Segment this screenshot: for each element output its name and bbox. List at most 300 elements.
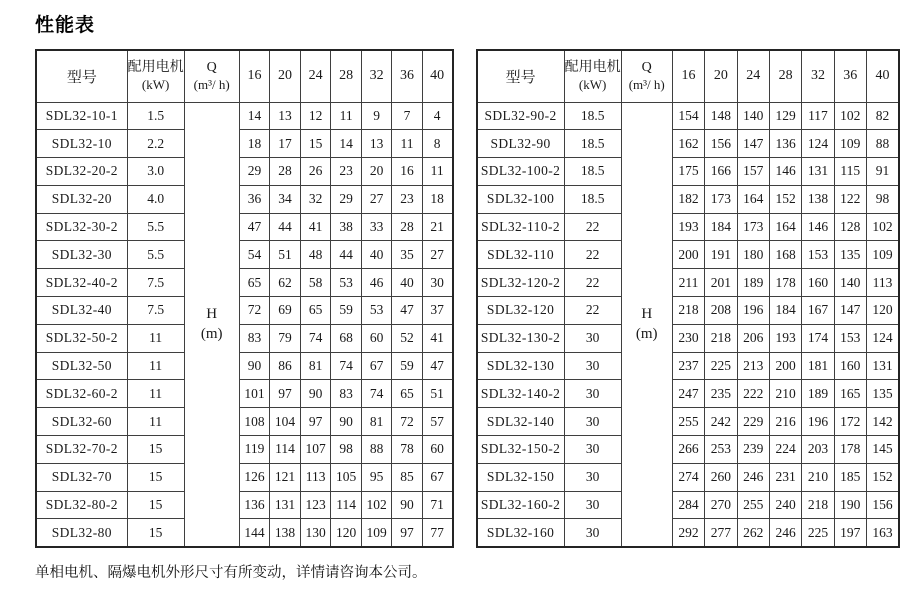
motor-power-cell: 22: [564, 213, 621, 241]
head-value-cell: 102: [361, 491, 392, 519]
head-value-cell: 13: [361, 130, 392, 158]
head-value-cell: 160: [834, 352, 866, 380]
head-value-cell: 59: [392, 352, 422, 380]
table-row: [36, 130, 453, 158]
col-header-flow-unit: (m³/ h): [628, 76, 665, 92]
head-value-cell: 242: [705, 408, 737, 436]
table-row: [477, 185, 899, 213]
head-value-cell: 120: [866, 297, 899, 325]
model-cell: SDL32-40-2: [36, 269, 127, 297]
head-value-cell: 120: [331, 519, 362, 547]
head-value-cell: 115: [834, 158, 866, 186]
table-row: [36, 213, 453, 241]
head-value-cell: 167: [802, 297, 834, 325]
head-value-cell: 210: [802, 463, 834, 491]
performance-table-right: [476, 49, 900, 548]
flow-value-header: 36: [392, 50, 422, 102]
motor-power-cell: 11: [127, 380, 184, 408]
head-value-cell: 146: [769, 158, 801, 186]
head-value-cell: 114: [270, 436, 301, 464]
head-value-cell: 131: [802, 158, 834, 186]
header-row: [36, 50, 453, 102]
head-value-cell: 26: [300, 158, 331, 186]
head-value-cell: 184: [705, 213, 737, 241]
head-unit: (m): [200, 326, 223, 343]
head-value-cell: 20: [361, 158, 392, 186]
model-cell: SDL32-50: [36, 352, 127, 380]
head-value-cell: 140: [737, 102, 769, 130]
head-value-cell: 74: [361, 380, 392, 408]
head-unit-cell: [621, 102, 672, 547]
head-value-cell: 67: [422, 463, 452, 491]
model-cell: SDL32-10-1: [36, 102, 127, 130]
head-value-cell: 12: [300, 102, 331, 130]
head-value-cell: 74: [331, 352, 362, 380]
head-value-cell: 189: [802, 380, 834, 408]
model-cell: SDL32-30-2: [36, 213, 127, 241]
head-value-cell: 131: [866, 352, 899, 380]
head-value-cell: 40: [361, 241, 392, 269]
motor-power-cell: 30: [564, 408, 621, 436]
head-value-cell: 90: [392, 491, 422, 519]
head-value-cell: 147: [834, 297, 866, 325]
head-value-cell: 30: [422, 269, 452, 297]
motor-power-cell: 30: [564, 463, 621, 491]
head-value-cell: 200: [672, 241, 704, 269]
table-body-left: [36, 102, 453, 547]
head-value-cell: 51: [422, 380, 452, 408]
head-value-cell: 102: [834, 102, 866, 130]
head-value-cell: 60: [422, 436, 452, 464]
table-row: [477, 491, 899, 519]
head-value-cell: 58: [300, 269, 331, 297]
model-cell: SDL32-150-2: [477, 436, 565, 464]
head-value-cell: 157: [737, 158, 769, 186]
head-value-cell: 246: [737, 463, 769, 491]
motor-power-cell: 2.2: [127, 130, 184, 158]
head-label: H: [641, 305, 653, 322]
head-value-cell: 119: [239, 436, 270, 464]
flow-value-header: 28: [331, 50, 362, 102]
motor-power-cell: 15: [127, 519, 184, 547]
flow-value-header: 36: [834, 50, 866, 102]
head-value-cell: 83: [331, 380, 362, 408]
head-value-cell: 185: [834, 463, 866, 491]
head-value-cell: 255: [737, 491, 769, 519]
head-value-cell: 98: [331, 436, 362, 464]
head-value-cell: 135: [834, 241, 866, 269]
head-value-cell: 284: [672, 491, 704, 519]
head-value-cell: 28: [270, 158, 301, 186]
table-row: [36, 519, 453, 547]
head-value-cell: 230: [672, 324, 704, 352]
head-value-cell: 237: [672, 352, 704, 380]
head-value-cell: 163: [866, 519, 899, 547]
head-value-cell: 148: [705, 102, 737, 130]
head-value-cell: 86: [270, 352, 301, 380]
col-header-model: 型号: [477, 50, 565, 102]
head-value-cell: 190: [834, 491, 866, 519]
head-value-cell: 27: [422, 241, 452, 269]
head-value-cell: 270: [705, 491, 737, 519]
head-value-cell: 178: [769, 269, 801, 297]
header-row: [477, 50, 899, 102]
table-row: [36, 463, 453, 491]
head-value-cell: 145: [866, 436, 899, 464]
head-value-cell: 246: [769, 519, 801, 547]
head-value-cell: 113: [300, 463, 331, 491]
head-value-cell: 11: [331, 102, 362, 130]
head-value-cell: 38: [331, 213, 362, 241]
col-header-motor: [127, 50, 184, 102]
head-value-cell: 174: [802, 324, 834, 352]
flow-value-header: 40: [422, 50, 452, 102]
motor-power-cell: 30: [564, 324, 621, 352]
head-value-cell: 247: [672, 380, 704, 408]
head-value-cell: 8: [422, 130, 452, 158]
head-value-cell: 28: [392, 213, 422, 241]
motor-power-cell: 30: [564, 380, 621, 408]
head-value-cell: 152: [866, 463, 899, 491]
head-value-cell: 34: [270, 185, 301, 213]
motor-power-cell: 1.5: [127, 102, 184, 130]
head-value-cell: 97: [392, 519, 422, 547]
head-label: H: [206, 305, 218, 322]
head-value-cell: 69: [270, 297, 301, 325]
head-value-cell: 15: [300, 130, 331, 158]
head-value-cell: 90: [239, 352, 270, 380]
table-row: [477, 158, 899, 186]
head-value-cell: 44: [270, 213, 301, 241]
head-value-cell: 123: [300, 491, 331, 519]
flow-value-header: 40: [866, 50, 899, 102]
head-value-cell: 277: [705, 519, 737, 547]
model-cell: SDL32-90: [477, 130, 565, 158]
model-cell: SDL32-80-2: [36, 491, 127, 519]
head-value-cell: 152: [769, 185, 801, 213]
head-value-cell: 40: [392, 269, 422, 297]
motor-power-cell: 18.5: [564, 185, 621, 213]
flow-value-header: 24: [737, 50, 769, 102]
flow-value-header: 16: [672, 50, 704, 102]
head-value-cell: 90: [300, 380, 331, 408]
head-value-cell: 210: [769, 380, 801, 408]
head-value-cell: 229: [737, 408, 769, 436]
head-value-cell: 97: [270, 380, 301, 408]
head-value-cell: 153: [802, 241, 834, 269]
flow-value-header: 32: [361, 50, 392, 102]
head-value-cell: 156: [705, 130, 737, 158]
table-row: [477, 213, 899, 241]
table-row: [477, 519, 899, 547]
table-row: [36, 297, 453, 325]
motor-power-cell: 5.5: [127, 241, 184, 269]
model-cell: SDL32-160-2: [477, 491, 565, 519]
head-value-cell: 239: [737, 436, 769, 464]
head-value-cell: 88: [866, 130, 899, 158]
head-value-cell: 109: [834, 130, 866, 158]
col-header-motor-label: 配用电机: [564, 60, 621, 76]
motor-power-cell: 30: [564, 519, 621, 547]
head-value-cell: 101: [239, 380, 270, 408]
model-cell: SDL32-130-2: [477, 324, 565, 352]
head-value-cell: 203: [802, 436, 834, 464]
head-value-cell: 274: [672, 463, 704, 491]
motor-power-cell: 3.0: [127, 158, 184, 186]
motor-power-cell: 11: [127, 408, 184, 436]
col-header-model: 型号: [36, 50, 127, 102]
head-value-cell: 138: [270, 519, 301, 547]
head-value-cell: 21: [422, 213, 452, 241]
head-value-cell: 189: [737, 269, 769, 297]
col-header-flow: [184, 50, 239, 102]
head-value-cell: 57: [422, 408, 452, 436]
head-value-cell: 47: [239, 213, 270, 241]
head-value-cell: 71: [422, 491, 452, 519]
head-value-cell: 154: [672, 102, 704, 130]
table-row: [36, 158, 453, 186]
head-value-cell: 129: [769, 102, 801, 130]
head-value-cell: 29: [331, 185, 362, 213]
motor-power-cell: 30: [564, 436, 621, 464]
model-cell: SDL32-70-2: [36, 436, 127, 464]
col-header-motor-unit: (kW): [578, 76, 607, 92]
table-row: [36, 352, 453, 380]
head-value-cell: 33: [361, 213, 392, 241]
model-cell: SDL32-90-2: [477, 102, 565, 130]
head-value-cell: 36: [239, 185, 270, 213]
head-value-cell: 191: [705, 241, 737, 269]
model-cell: SDL32-150: [477, 463, 565, 491]
head-value-cell: 196: [802, 408, 834, 436]
head-value-cell: 231: [769, 463, 801, 491]
head-value-cell: 72: [239, 297, 270, 325]
head-value-cell: 18: [239, 130, 270, 158]
head-value-cell: 107: [300, 436, 331, 464]
head-value-cell: 90: [331, 408, 362, 436]
head-value-cell: 85: [392, 463, 422, 491]
head-value-cell: 54: [239, 241, 270, 269]
head-value-cell: 17: [270, 130, 301, 158]
col-header-flow-unit: (m³/ h): [193, 76, 230, 92]
head-value-cell: 211: [672, 269, 704, 297]
head-value-cell: 240: [769, 491, 801, 519]
table-row: [36, 436, 453, 464]
head-value-cell: 168: [769, 241, 801, 269]
page-title: 性能表: [35, 15, 96, 36]
head-value-cell: 60: [361, 324, 392, 352]
model-cell: SDL32-110-2: [477, 213, 565, 241]
head-value-cell: 14: [239, 102, 270, 130]
head-unit: (m): [635, 326, 658, 343]
head-value-cell: 114: [331, 491, 362, 519]
head-value-cell: 104: [270, 408, 301, 436]
table-row: [477, 269, 899, 297]
model-cell: SDL32-140-2: [477, 380, 565, 408]
head-value-cell: 41: [422, 324, 452, 352]
head-value-cell: 105: [331, 463, 362, 491]
motor-power-cell: 7.5: [127, 269, 184, 297]
head-value-cell: 235: [705, 380, 737, 408]
table-row: [477, 130, 899, 158]
motor-power-cell: 15: [127, 436, 184, 464]
head-value-cell: 131: [270, 491, 301, 519]
model-cell: SDL32-50-2: [36, 324, 127, 352]
table-row: [477, 102, 899, 130]
head-value-cell: 218: [672, 297, 704, 325]
head-value-cell: 193: [769, 324, 801, 352]
head-value-cell: 88: [361, 436, 392, 464]
head-value-cell: 79: [270, 324, 301, 352]
head-value-cell: 35: [392, 241, 422, 269]
motor-power-cell: 4.0: [127, 185, 184, 213]
head-value-cell: 65: [300, 297, 331, 325]
model-cell: SDL32-30: [36, 241, 127, 269]
head-unit-cell: [184, 102, 239, 547]
head-value-cell: 41: [300, 213, 331, 241]
head-value-cell: 140: [834, 269, 866, 297]
head-value-cell: 117: [802, 102, 834, 130]
table-row: [477, 352, 899, 380]
head-value-cell: 138: [802, 185, 834, 213]
head-value-cell: 53: [361, 297, 392, 325]
head-value-cell: 218: [705, 324, 737, 352]
head-value-cell: 166: [705, 158, 737, 186]
table-row: [477, 408, 899, 436]
head-value-cell: 178: [834, 436, 866, 464]
head-value-cell: 83: [239, 324, 270, 352]
table-row: [477, 297, 899, 325]
tables-container: [35, 49, 900, 548]
table-row: [36, 491, 453, 519]
head-value-cell: 173: [705, 185, 737, 213]
col-header-motor: [564, 50, 621, 102]
head-value-cell: 51: [270, 241, 301, 269]
head-value-cell: 130: [300, 519, 331, 547]
table-row: [477, 463, 899, 491]
model-cell: SDL32-110: [477, 241, 565, 269]
head-value-cell: 7: [392, 102, 422, 130]
model-cell: SDL32-40: [36, 297, 127, 325]
head-value-cell: 59: [331, 297, 362, 325]
table-row: [477, 241, 899, 269]
head-value-cell: 13: [270, 102, 301, 130]
head-value-cell: 181: [802, 352, 834, 380]
head-value-cell: 136: [769, 130, 801, 158]
head-value-cell: 48: [300, 241, 331, 269]
head-value-cell: 153: [834, 324, 866, 352]
head-value-cell: 23: [331, 158, 362, 186]
motor-power-cell: 15: [127, 463, 184, 491]
head-value-cell: 98: [866, 185, 899, 213]
motor-power-cell: 18.5: [564, 130, 621, 158]
motor-power-cell: 22: [564, 297, 621, 325]
head-value-cell: 47: [422, 352, 452, 380]
col-header-motor-unit: (kW): [141, 76, 170, 92]
head-value-cell: 62: [270, 269, 301, 297]
head-value-cell: 165: [834, 380, 866, 408]
model-cell: SDL32-60-2: [36, 380, 127, 408]
head-value-cell: 222: [737, 380, 769, 408]
head-value-cell: 180: [737, 241, 769, 269]
model-cell: SDL32-100-2: [477, 158, 565, 186]
head-value-cell: 128: [834, 213, 866, 241]
head-value-cell: 206: [737, 324, 769, 352]
head-value-cell: 74: [300, 324, 331, 352]
table-row: [36, 408, 453, 436]
head-value-cell: 266: [672, 436, 704, 464]
head-value-cell: 67: [361, 352, 392, 380]
footnote: 单相电机、隔爆电机外形尺寸有所变动，详情请咨询本公司。: [35, 564, 427, 581]
head-value-cell: 200: [769, 352, 801, 380]
table-row: [36, 324, 453, 352]
head-value-cell: 23: [392, 185, 422, 213]
col-header-flow: [621, 50, 672, 102]
head-value-cell: 126: [239, 463, 270, 491]
head-value-cell: 68: [331, 324, 362, 352]
head-value-cell: 44: [331, 241, 362, 269]
head-value-cell: 208: [705, 297, 737, 325]
flow-value-header: 16: [239, 50, 270, 102]
motor-power-cell: 22: [564, 269, 621, 297]
head-value-cell: 147: [737, 130, 769, 158]
head-value-cell: 197: [834, 519, 866, 547]
head-value-cell: 121: [270, 463, 301, 491]
model-cell: SDL32-120: [477, 297, 565, 325]
head-value-cell: 225: [802, 519, 834, 547]
head-value-cell: 46: [361, 269, 392, 297]
head-value-cell: 113: [866, 269, 899, 297]
head-value-cell: 292: [672, 519, 704, 547]
head-value-cell: 102: [866, 213, 899, 241]
motor-power-cell: 7.5: [127, 297, 184, 325]
table-row: [36, 380, 453, 408]
col-header-flow-label: Q: [641, 60, 652, 76]
head-value-cell: 77: [422, 519, 452, 547]
head-value-cell: 124: [866, 324, 899, 352]
head-value-cell: 82: [866, 102, 899, 130]
head-value-cell: 91: [866, 158, 899, 186]
motor-power-cell: 30: [564, 352, 621, 380]
head-value-cell: 52: [392, 324, 422, 352]
head-value-cell: 164: [737, 185, 769, 213]
head-value-cell: 164: [769, 213, 801, 241]
motor-power-cell: 18.5: [564, 158, 621, 186]
motor-power-cell: 11: [127, 324, 184, 352]
head-value-cell: 16: [392, 158, 422, 186]
head-value-cell: 213: [737, 352, 769, 380]
head-value-cell: 201: [705, 269, 737, 297]
model-cell: SDL32-140: [477, 408, 565, 436]
head-value-cell: 108: [239, 408, 270, 436]
head-value-cell: 260: [705, 463, 737, 491]
table-row: [477, 436, 899, 464]
flow-value-header: 20: [705, 50, 737, 102]
head-value-cell: 162: [672, 130, 704, 158]
performance-table-left: [35, 49, 454, 548]
head-value-cell: 65: [392, 380, 422, 408]
head-value-cell: 122: [834, 185, 866, 213]
head-value-cell: 224: [769, 436, 801, 464]
model-cell: SDL32-20-2: [36, 158, 127, 186]
head-value-cell: 72: [392, 408, 422, 436]
motor-power-cell: 30: [564, 491, 621, 519]
model-cell: SDL32-80: [36, 519, 127, 547]
head-value-cell: 109: [866, 241, 899, 269]
head-value-cell: 160: [802, 269, 834, 297]
head-value-cell: 29: [239, 158, 270, 186]
table-row: [36, 241, 453, 269]
